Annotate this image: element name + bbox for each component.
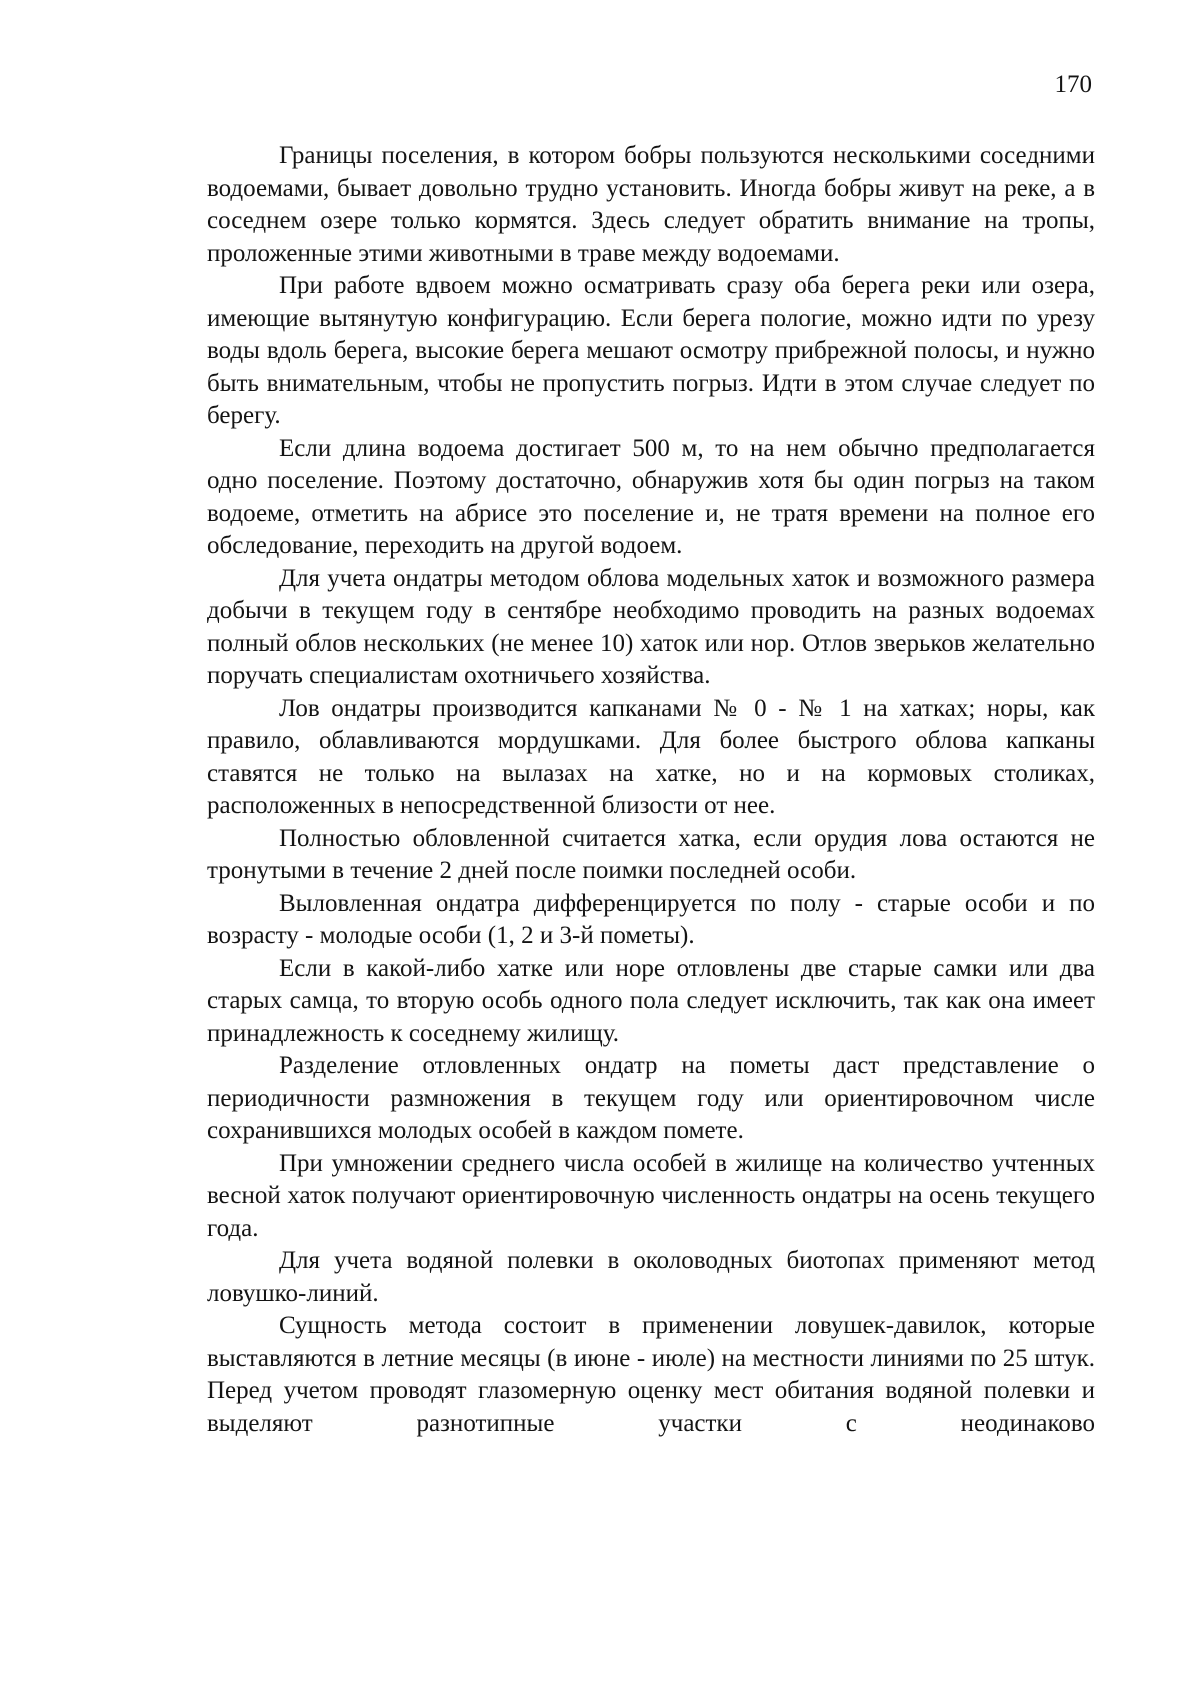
paragraph: Сущность метода состоит в применении ловушек-давилок, которые выставляются в летние месяцы (в июне - июле) на местности линиями по 25 штук. Перед учетом проводят глазомерную оценку мест обитания водяной полевки и выделяют разнотипные участки с неодинаково — [207, 1312, 1095, 1437]
paragraph: Границы поселения, в котором бобры пользуются несколькими соседними водоемами, бывает довольно трудно установить. Иногда бобры живут на реке, а в соседнем озере только кормятся. Здесь следует обратить внимание на тропы, проложенные этими животными в траве между водоемами. — [207, 142, 1095, 267]
paragraph: Если длина водоема достигает 500 м, то на нем обычно предполагается одно поселение. Поэтому достаточно, обнаружив хотя бы один погрыз на таком водоеме, отметить на абрисе это поселение и, не тратя времени на полное его обследование, переходить на другой водоем. — [207, 434, 1095, 559]
body-text — [207, 140, 1095, 1440]
paragraph: Выловленная ондатра дифференцируется по полу - старые особи и по возрасту - молодые особи (1, 2 и 3-й пометы). — [207, 889, 1095, 949]
paragraph: При работе вдвоем можно осматривать сразу оба берега реки или озера, имеющие вытянутую конфигурацию. Если берега пологие, можно идти по урезу воды вдоль берега, высокие берега мешают осмотру прибрежной полосы, и нужно быть внимательным, чтобы не пропустить погрыз. Идти в этом случае следует по берегу. — [207, 272, 1095, 429]
paragraph: При умножении среднего числа особей в жилище на количество учтенных весной хаток получают ориентировочную численность ондатры на осень текущего года. — [207, 1149, 1095, 1242]
paragraph: Если в какой-либо хатке или норе отловлены две старые самки или два старых самца, то вторую особь одного пола следует исключить, так как она имеет принадлежность к соседнему жилищу. — [207, 954, 1095, 1047]
paragraph: Лов ондатры производится капканами № 0 - № 1 на хатках; норы, как правило, облавливаются мордушками. Для более быстрого облова капканы ставятся не только на вылазах на хатке, но и на кормовых столиках, расположенных в непосредственной близости от нее. — [207, 694, 1095, 819]
paragraph: Разделение отловленных ондатр на пометы даст представление о периодичности размножения в текущем году или ориентировочном числе сохранившихся молодых особей в каждом помете. — [207, 1052, 1095, 1144]
paragraph: Для учета водяной полевки в околоводных биотопах применяют метод ловушко-линий. — [207, 1247, 1095, 1307]
paragraph: Для учета ондатры методом облова модельных хаток и возможного размера добычи в текущем году в сентябре необходимо проводить на разных водоемах полный облов нескольких (не менее 10) хаток или нор. Отлов зверьков желательно поручать специалистам охотничьего хозяйства. — [207, 564, 1095, 689]
paragraph: Полностью обловленной считается хатка, если орудия лова остаются не тронутыми в течение 2 дней после поимки последней особи. — [207, 824, 1095, 884]
page-number: 170 — [1054, 71, 1092, 98]
